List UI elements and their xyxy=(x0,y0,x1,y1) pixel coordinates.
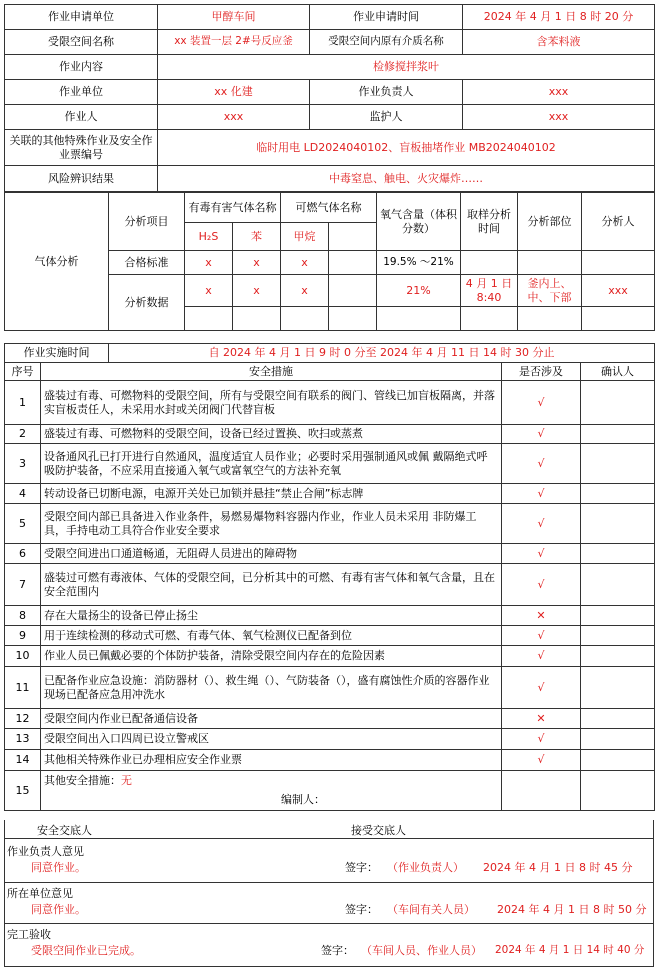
signer-name: （车间有关人员） xyxy=(387,903,475,916)
signer-name: （车间人员、作业人员） xyxy=(361,944,482,957)
measure-mark: √ xyxy=(502,564,581,606)
table-row xyxy=(5,667,655,709)
table-row xyxy=(5,606,655,626)
medium-value: 含苯料液 xyxy=(463,30,655,55)
standard-methane: x xyxy=(281,251,329,275)
leader-label: 作业负责人 xyxy=(310,80,463,105)
gas-analysis-table xyxy=(4,192,655,331)
measure-no: 8 xyxy=(5,606,41,626)
standard-benzene: x xyxy=(233,251,281,275)
data-h2s: x xyxy=(185,275,233,307)
sample-time-label: 取样分析时间 xyxy=(461,193,518,251)
data-benzene: x xyxy=(233,275,281,307)
measure-no: 13 xyxy=(5,729,41,750)
oxygen-standard: 19.5% ～21% xyxy=(377,251,461,275)
empty-cell xyxy=(377,307,461,331)
measure-confirm xyxy=(581,646,655,667)
measure-text: 受限空间出入口四周已设立警戒区 xyxy=(41,729,502,750)
empty-cell xyxy=(518,251,582,275)
medium-label: 受限空间内原有介质名称 xyxy=(310,30,463,55)
other-measures-no: 15 xyxy=(5,771,41,811)
period-value: 自 2024 年 4 月 1 日 9 时 0 分至 2024 年 4 月 11 日 14 时 30 分止 xyxy=(109,344,655,363)
guardian-value: xxx xyxy=(463,105,655,130)
empty-cell xyxy=(329,251,377,275)
involved-header: 是否涉及 xyxy=(502,363,581,381)
measure-confirm xyxy=(581,667,655,709)
measure-text: 盛装过有毒、可燃物料的受限空间，设备已经过置换、吹扫或蒸煮 xyxy=(41,425,502,444)
risk-value: 中毒窒息、触电、火灾爆炸…… xyxy=(158,166,655,192)
measure-no: 7 xyxy=(5,564,41,606)
gas-item-label: 分析项目 xyxy=(109,193,185,251)
measure-confirm xyxy=(581,729,655,750)
measures-no-header: 序号 xyxy=(5,363,41,381)
worker-label: 作业人 xyxy=(5,105,158,130)
measure-mark: √ xyxy=(502,484,581,504)
measure-mark: √ xyxy=(502,381,581,425)
measure-confirm xyxy=(581,381,655,425)
standard-h2s: x xyxy=(185,251,233,275)
measure-text: 作业人员已佩戴必要的个体防护装备，清除受限空间内存在的危险因素 xyxy=(41,646,502,667)
measure-no: 2 xyxy=(5,425,41,444)
space-value: xx 装置一层 2#号反应釜 xyxy=(158,30,310,55)
empty-cell xyxy=(461,251,518,275)
measure-confirm xyxy=(581,544,655,564)
opinion-text: 受限空间作业已完成。 xyxy=(31,944,141,957)
content-value: 检修搅拌浆叶 xyxy=(158,55,655,80)
flammable-gas-methane: 甲烷 xyxy=(281,223,329,251)
measure-text: 用于连续检测的移动式可燃、有毒气体、氧气检测仪已配备到位 xyxy=(41,626,502,646)
data-methane: x xyxy=(281,275,329,307)
measures-header: 安全措施 xyxy=(41,363,502,381)
table-row xyxy=(5,444,655,484)
table-row xyxy=(5,646,655,667)
analyst-label: 分析人 xyxy=(582,193,655,251)
measure-confirm xyxy=(581,709,655,729)
related-value: 临时用电 LD2024040102、盲板抽堵作业 MB2024040102 xyxy=(158,130,655,166)
oxygen-label: 氧气含量（体积分数） xyxy=(377,193,461,251)
time-label: 作业申请时间 xyxy=(310,5,463,30)
empty-cell xyxy=(502,771,581,811)
work-unit-value: xx 化建 xyxy=(158,80,310,105)
other-measures-value: 无 xyxy=(121,774,132,787)
empty-cell xyxy=(581,771,655,811)
table-row xyxy=(5,544,655,564)
measures-table xyxy=(4,343,655,811)
other-measures-row xyxy=(5,771,655,811)
measure-no: 10 xyxy=(5,646,41,667)
empty-cell xyxy=(329,307,377,331)
flammable-gas-label: 可燃气体名称 xyxy=(281,193,377,223)
table-row xyxy=(5,750,655,771)
toxic-gas-h2s: H₂S xyxy=(185,223,233,251)
toxic-gas-label: 有毒有害气体名称 xyxy=(185,193,281,223)
header-table xyxy=(4,4,655,192)
measure-mark: √ xyxy=(502,667,581,709)
other-measures-cell xyxy=(41,771,502,811)
measure-text: 其他相关特殊作业已办理相应安全作业票 xyxy=(41,750,502,771)
measure-mark: √ xyxy=(502,425,581,444)
leader-opinion-block xyxy=(4,839,654,883)
measure-no: 14 xyxy=(5,750,41,771)
signature-label: 签字： xyxy=(345,903,378,916)
table-row xyxy=(5,626,655,646)
empty-cell xyxy=(233,307,281,331)
measure-text: 受限空间内部已具备进入作业条件，易燃易爆物料容器内作业，作业人员未采用 非防爆工具，手持电动工具符合作业安全要求 xyxy=(41,504,502,544)
handover-giver-label: 安全交底人 xyxy=(37,824,92,837)
measure-mark: √ xyxy=(502,444,581,484)
measure-confirm xyxy=(581,425,655,444)
measure-text: 盛装过有毒、可燃物料的受限空间，所有与受限空间有联系的阀门、管线已加盲板隔离，并落实盲板责任人，未采用水封或关闭阀门代替盲板 xyxy=(41,381,502,425)
data-label: 分析数据 xyxy=(109,275,185,331)
empty-cell xyxy=(185,307,233,331)
related-label: 关联的其他特殊作业及安全作业票编号 xyxy=(5,130,158,166)
measure-confirm xyxy=(581,504,655,544)
guardian-label: 监护人 xyxy=(310,105,463,130)
table-row xyxy=(5,504,655,544)
unit-opinion-block xyxy=(4,883,654,924)
analyst-value: xxx xyxy=(582,275,655,307)
unit-value: 甲醇车间 xyxy=(158,5,310,30)
oxygen-value: 21% xyxy=(377,275,461,307)
handover-row xyxy=(4,820,654,839)
signer-name: （作业负责人） xyxy=(387,861,464,874)
measure-confirm xyxy=(581,750,655,771)
empty-cell xyxy=(518,307,582,331)
unit-label: 作业申请单位 xyxy=(5,5,158,30)
measure-confirm xyxy=(581,564,655,606)
worker-value: xxx xyxy=(158,105,310,130)
handover-receiver-label: 接受交底人 xyxy=(351,824,406,837)
measure-no: 4 xyxy=(5,484,41,504)
standard-label: 合格标准 xyxy=(109,251,185,275)
opinion-date: 2024 年 4 月 1 日 8 时 50 分 xyxy=(497,903,647,916)
empty-cell xyxy=(582,307,655,331)
confirm-header: 确认人 xyxy=(581,363,655,381)
measure-text: 转动设备已切断电源，电源开关处已加锁并悬挂“禁止合闸”标志牌 xyxy=(41,484,502,504)
opinion-text: 同意作业。 xyxy=(31,903,86,916)
table-row xyxy=(5,425,655,444)
measure-text: 设备通风孔已打开进行自然通风，温度适宜人员作业；必要时采用强制通风或佩 戴隔绝式呼吸防护装备，不应采用直接通入氧气或富氧空气的方法补充氧 xyxy=(41,444,502,484)
measure-no: 1 xyxy=(5,381,41,425)
table-row xyxy=(5,709,655,729)
measure-mark: √ xyxy=(502,626,581,646)
acceptance-block xyxy=(4,924,654,967)
measure-confirm xyxy=(581,606,655,626)
empty-cell xyxy=(329,223,377,251)
position-value: 釜内上、中、下部 xyxy=(518,275,582,307)
measure-no: 6 xyxy=(5,544,41,564)
opinion-date: 2024 年 4 月 1 日 14 时 40 分 xyxy=(495,944,645,956)
measure-no: 11 xyxy=(5,667,41,709)
signature-label: 签字： xyxy=(321,944,354,957)
signature-label: 签字： xyxy=(345,861,378,874)
measure-text: 存在大量扬尘的设备已停止扬尘 xyxy=(41,606,502,626)
table-row xyxy=(5,381,655,425)
measure-confirm xyxy=(581,484,655,504)
measure-mark: ✕ xyxy=(502,709,581,729)
measure-text: 已配备作业应急设施：消防器材（）、救生绳（）、气防装备（），盛有腐蚀性介质的容器作业现场已配备应急用冲洗水 xyxy=(41,667,502,709)
measure-mark: ✕ xyxy=(502,606,581,626)
measure-mark: √ xyxy=(502,729,581,750)
opinion-date: 2024 年 4 月 1 日 8 时 45 分 xyxy=(483,861,633,874)
table-row xyxy=(5,729,655,750)
opinion-title: 所在单位意见 xyxy=(7,887,73,900)
compiler-label: 编制人： xyxy=(281,793,325,806)
measure-no: 3 xyxy=(5,444,41,484)
gas-section-label: 气体分析 xyxy=(5,193,109,331)
table-row xyxy=(5,564,655,606)
empty-cell xyxy=(582,251,655,275)
measure-text: 盛装过可燃有毒液体、气体的受限空间，已分析其中的可燃、有毒有害气体和氧气含量，且在安全范围内 xyxy=(41,564,502,606)
work-unit-label: 作业单位 xyxy=(5,80,158,105)
measure-no: 5 xyxy=(5,504,41,544)
measure-mark: √ xyxy=(502,544,581,564)
toxic-gas-benzene: 苯 xyxy=(233,223,281,251)
other-measures-label: 其他安全措施： xyxy=(44,774,121,787)
opinion-title: 完工验收 xyxy=(7,928,51,941)
opinion-title: 作业负责人意见 xyxy=(7,845,84,858)
content-label: 作业内容 xyxy=(5,55,158,80)
empty-cell xyxy=(461,307,518,331)
period-label: 作业实施时间 xyxy=(5,344,109,363)
measure-text: 受限空间内作业已配备通信设备 xyxy=(41,709,502,729)
measure-mark: √ xyxy=(502,750,581,771)
measure-confirm xyxy=(581,444,655,484)
position-label: 分析部位 xyxy=(518,193,582,251)
leader-value: xxx xyxy=(463,80,655,105)
time-value: 2024 年 4 月 1 日 8 时 20 分 xyxy=(463,5,655,30)
sample-time-value: 4 月 1 日 8:40 xyxy=(461,275,518,307)
measure-confirm xyxy=(581,626,655,646)
opinion-text: 同意作业。 xyxy=(31,861,86,874)
measure-text: 受限空间进出口通道畅通，无阻碍人员进出的障碍物 xyxy=(41,544,502,564)
space-label: 受限空间名称 xyxy=(5,30,158,55)
risk-label: 风险辨识结果 xyxy=(5,166,158,192)
measure-no: 9 xyxy=(5,626,41,646)
empty-cell xyxy=(281,307,329,331)
table-row xyxy=(5,484,655,504)
measure-mark: √ xyxy=(502,504,581,544)
empty-cell xyxy=(329,275,377,307)
measure-no: 12 xyxy=(5,709,41,729)
measure-mark: √ xyxy=(502,646,581,667)
